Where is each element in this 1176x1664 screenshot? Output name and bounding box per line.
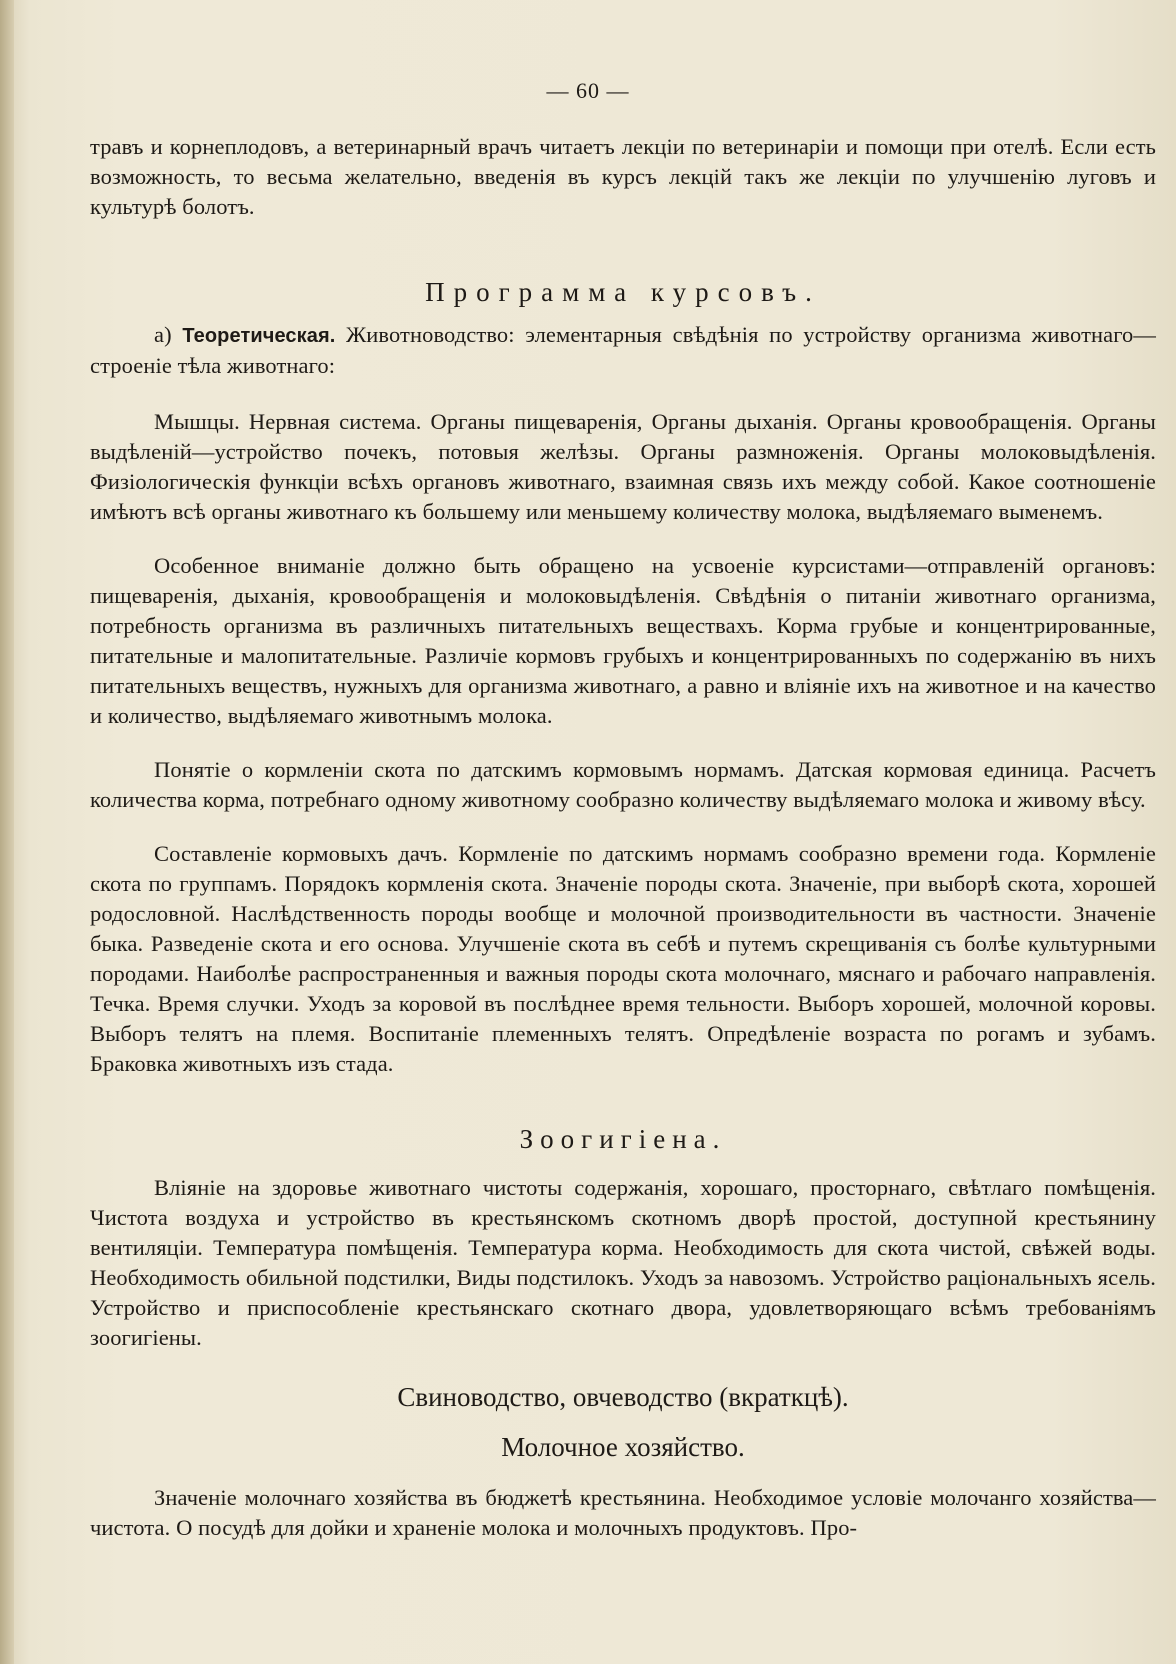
heading-program: Программа курсовъ. bbox=[425, 277, 821, 307]
paragraph-organs: Мышцы. Нервная система. Органы пищеваренія, Органы дыханія. Органы кровообращенія. Органы выдѣленій—устройство почекъ, потовыя желѣзы. Органы размноженія. Органы молоковыдѣленія. Физіологическія функціи всѣхъ органовъ животнаго, взаимная связь ихъ между собой. Какое соотношеніе имѣютъ всѣ органы животнаго къ большему или меньшему количеству молока, выдѣляемаго выменемъ. bbox=[90, 409, 1156, 524]
paragraph-dairy: Значеніе молочнаго хозяйства въ бюджетѣ крестьянина. Необходимое условіе молочанго хозяйства—чистота. О посудѣ для дойки и храненіе молока и молочныхъ продуктовъ. Про- bbox=[90, 1485, 1156, 1540]
book-spine-edge bbox=[0, 0, 14, 1664]
theory-paragraph bbox=[90, 320, 1156, 381]
paragraph-norms: Понятіе о кормленіи скота по датскимъ кормовымъ нормамъ. Датская кормовая единица. Расчетъ количества корма, потребнаго одному животному сообразно количеству выдѣляемаго молока и живому вѣсу. bbox=[90, 757, 1156, 812]
intro-paragraph: травъ и корнеплодовъ, а ветеринарный врачъ читаетъ лекціи по ветеринаріи и помощи при отелѣ. Если есть возможность, то весьма желательно, введенія въ курсъ лекцій такъ же лекціи по улучшенію луговъ и культурѣ болотъ. bbox=[90, 134, 1156, 219]
page-content bbox=[90, 132, 1156, 1543]
heading-zoohygiene: Зоогигіена. bbox=[519, 1124, 727, 1154]
paragraph-zoohygiene: Вліяніе на здоровье животнаго чистоты содержанія, хорошаго, просторнаго, свѣтлаго помѣщенія. Чистота воздуха и устройство въ крестьянскомъ скотномъ дворѣ простой, доступной крестьянину вентиляціи. Температура помѣщенія. Температура корма. Необходимость для скота чистой, свѣжей воды. Необходимость обильной подстилки, Виды подстилокъ. Уходъ за навозомъ. Устройство раціональныхъ ясель. Устройство и приспособленіе крестьянскаго скотнаго двора, удовлетворяющаго всѣмъ требованіямъ зоогигіены. bbox=[90, 1175, 1156, 1350]
paragraph-rations: Составленіе кормовыхъ дачъ. Кормленіе по датскимъ нормамъ сообразно времени года. Кормленіе скота по группамъ. Порядокъ кормленія скота. Значеніе породы скота. Значеніе, при выборѣ скота, хорошей родословной. Наслѣдственность породы вообще и молочной производительности въ частности. Значеніе быка. Разведеніе скота и его основа. Улучшеніе скота въ себѣ и путемъ скрещиванія съ болѣе культурными породами. Наиболѣе распространенныя и важныя породы скота молочнаго, мяснаго и рабочаго направленія. Течка. Время случки. Уходъ за коровой въ послѣднее время тельности. Выборъ хорошей, молочной коровы. Выборъ телятъ на племя. Воспитаніе племенныхъ телятъ. Опредѣленіе возраста по рогамъ и зубамъ. Браковка животныхъ изъ стада. bbox=[90, 841, 1156, 1076]
theory-label: Теоретическая. bbox=[182, 325, 336, 347]
theory-text: Животноводство: элементарныя свѣдѣнія по устройству организма животнаго—строеніе тѣла животнаго: bbox=[90, 322, 1156, 378]
paragraph-feeding: Особенное вниманіе должно быть обращено на усвоеніе курсистами—отправленій органовъ: пищеваренія, дыханія, кровообращенія и молоковыдѣленія. Свѣдѣнія о питаніи животнаго организма, потребность организма въ различныхъ питательныхъ веществахъ. Корма грубые и концентрированные, питательные и малопитательные. Различіе кормовъ грубыхъ и концентрированныхъ по содержанію въ нихъ питательныхъ веществъ, нужныхъ для организма животнаго, а равно и вліяніе ихъ на животное и на качество и количество, выдѣляемаго животнымъ молока. bbox=[90, 553, 1156, 728]
page-number: — 60 — bbox=[546, 78, 630, 103]
theory-prefix: а) bbox=[154, 322, 172, 347]
heading-pigs-sheep: Свиноводство, овчеводство (вкраткцѣ). bbox=[397, 1382, 849, 1412]
heading-dairy: Молочное хозяйство. bbox=[501, 1432, 745, 1462]
